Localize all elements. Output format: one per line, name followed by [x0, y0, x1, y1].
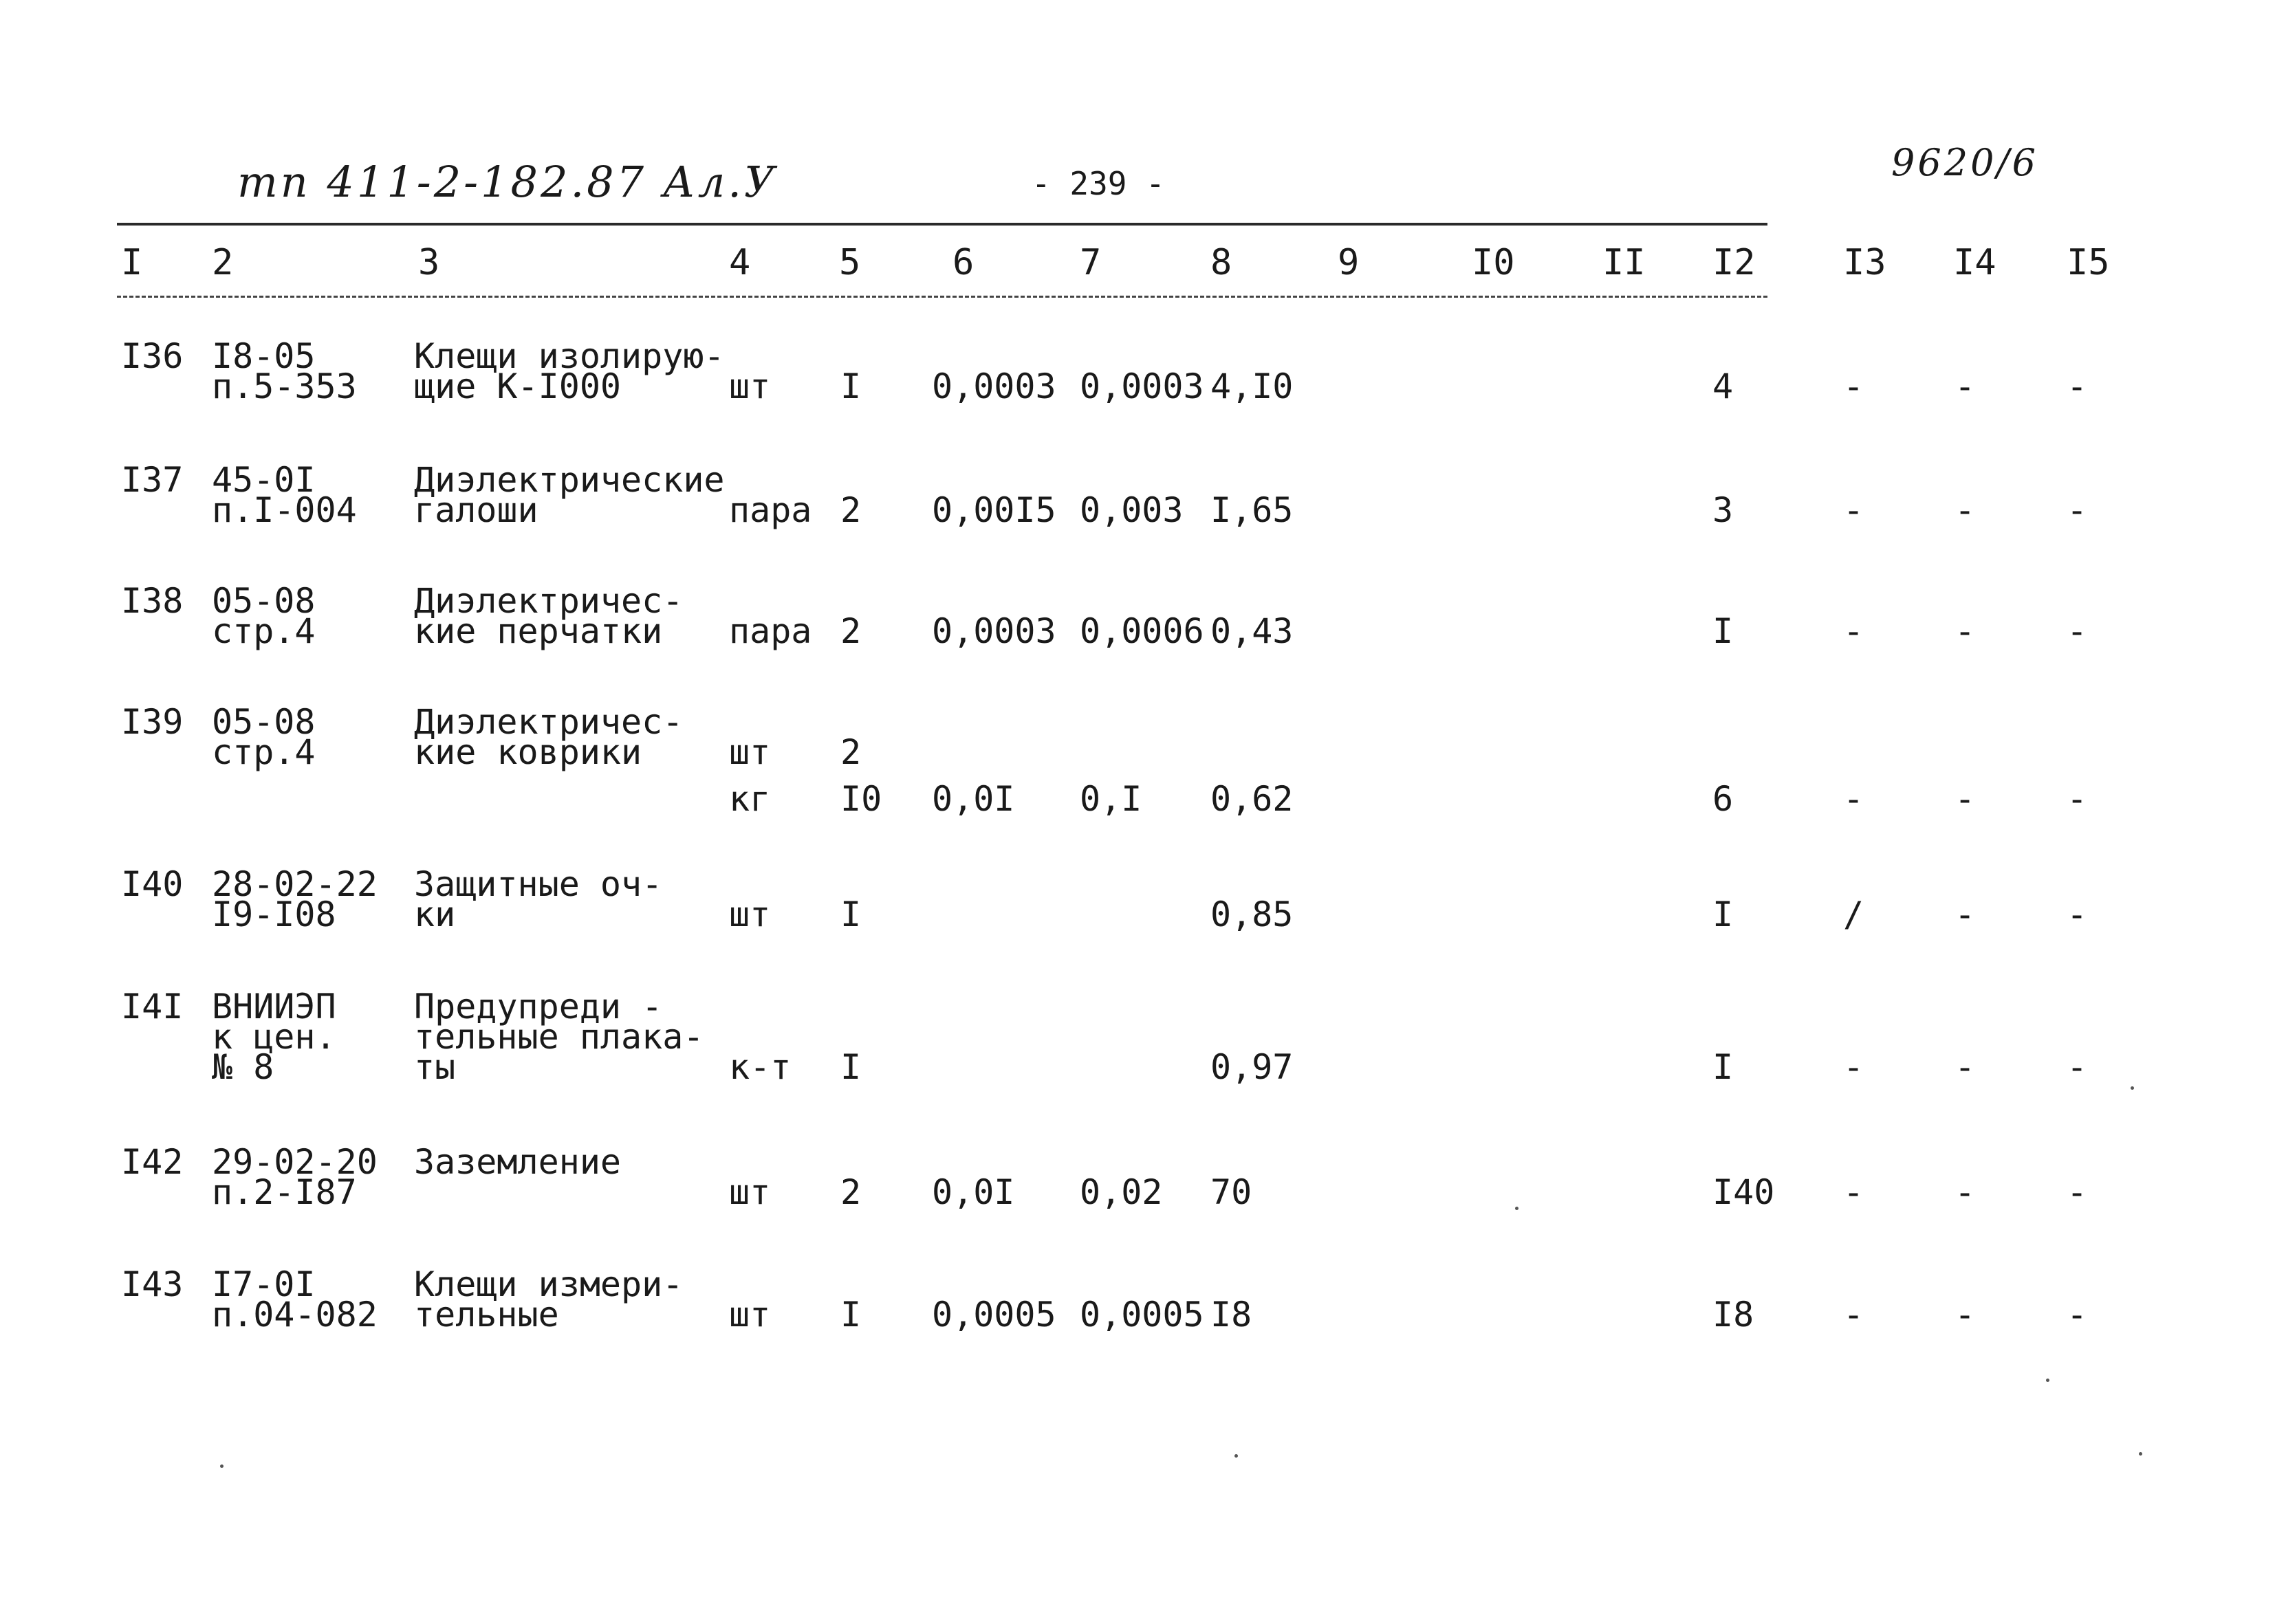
- unit: шт: [729, 366, 771, 406]
- unit: шт: [729, 1172, 771, 1212]
- col-12-value: 6: [1712, 779, 1734, 819]
- col-14-value: -: [1955, 895, 1976, 934]
- item-name: Диэлектричес- кие перчатки: [414, 581, 684, 651]
- col-15-value: -: [2067, 366, 2088, 406]
- col-6-value: 0,0005: [932, 1295, 1056, 1335]
- column-header: I: [121, 242, 143, 283]
- unit: шт: [729, 895, 771, 934]
- col-15-value: -: [2067, 490, 2088, 530]
- column-header: I2: [1712, 242, 1756, 283]
- quantity-secondary: I0: [840, 779, 882, 819]
- col-12-value: 3: [1712, 490, 1734, 530]
- unit: шт: [729, 1295, 771, 1335]
- document-code: тп 411-2-182.87 Ал.У: [237, 157, 778, 207]
- col-12-value: I8: [1712, 1295, 1754, 1335]
- quantity: 2: [840, 732, 862, 772]
- column-header: 3: [418, 242, 440, 283]
- unit: шт: [729, 732, 771, 772]
- quantity: 2: [840, 490, 862, 530]
- column-header: 7: [1080, 242, 1102, 283]
- col-8-value: 0,85: [1210, 895, 1294, 934]
- column-header: 6: [953, 242, 975, 283]
- col-14-value: -: [1955, 366, 1976, 406]
- col-8-value: 0,62: [1210, 779, 1294, 819]
- column-header: 2: [212, 242, 234, 283]
- col-6-value: 0,0003: [932, 366, 1056, 406]
- quantity: I: [840, 1047, 862, 1087]
- col-8-value: 70: [1210, 1172, 1252, 1212]
- col-7-value: 0,0003: [1080, 366, 1204, 406]
- row-number: I43: [121, 1264, 184, 1304]
- item-name: Диэлектрические галоши: [414, 460, 725, 530]
- row-number: I39: [121, 702, 184, 742]
- row-number: I37: [121, 460, 184, 500]
- scan-speck: [1515, 1207, 1519, 1210]
- row-number: I4I: [121, 987, 184, 1027]
- item-name: Клещи изолирую- щие К-I000: [414, 336, 725, 406]
- col-8-value: 0,43: [1210, 611, 1294, 651]
- col-7-value: 0,02: [1080, 1172, 1163, 1212]
- col-14-value: -: [1955, 611, 1976, 651]
- col-13-value: -: [1843, 490, 1864, 530]
- item-name: Заземление: [414, 1142, 622, 1182]
- page-number: - 239 -: [1032, 165, 1165, 202]
- row-number: I40: [121, 864, 184, 904]
- unit: пара: [729, 611, 812, 651]
- norm-code: 29-02-20 п.2-I87: [212, 1142, 378, 1212]
- scan-speck: [2046, 1379, 2049, 1382]
- item-name: Защитные оч- ки: [414, 864, 663, 934]
- norm-code: 05-08 стр.4: [212, 702, 316, 772]
- col-15-value: -: [2067, 779, 2088, 819]
- unit: к-т: [729, 1047, 792, 1087]
- col-7-value: 0,0005: [1080, 1295, 1204, 1335]
- scan-speck: [220, 1464, 224, 1468]
- col-14-value: -: [1955, 779, 1976, 819]
- top-rule: [117, 223, 1767, 226]
- unit-secondary: кг: [729, 779, 771, 819]
- col-14-value: -: [1955, 1172, 1976, 1212]
- col-14-value: -: [1955, 1295, 1976, 1335]
- col-12-value: I: [1712, 1047, 1734, 1087]
- quantity: 2: [840, 611, 862, 651]
- col-12-value: I40: [1712, 1172, 1775, 1212]
- column-header: I5: [2067, 242, 2110, 283]
- unit: пара: [729, 490, 812, 530]
- col-15-value: -: [2067, 1172, 2088, 1212]
- col-7-value: 0,003: [1080, 490, 1184, 530]
- col-13-value: -: [1843, 366, 1864, 406]
- item-name: Клещи измери- тельные: [414, 1264, 684, 1335]
- norm-code: 45-0I п.I-004: [212, 460, 357, 530]
- col-13-value: -: [1843, 1295, 1864, 1335]
- item-name: Предупреди - тельные плака- ты: [414, 987, 704, 1087]
- col-15-value: -: [2067, 611, 2088, 651]
- col-7-value: 0,I: [1080, 779, 1142, 819]
- col-6-value: 0,00I5: [932, 490, 1056, 530]
- col-8-value: I,65: [1210, 490, 1294, 530]
- scan-speck: [2131, 1086, 2134, 1090]
- column-header: II: [1602, 242, 1646, 283]
- row-number: I42: [121, 1142, 184, 1182]
- quantity: I: [840, 1295, 862, 1335]
- column-header: 4: [729, 242, 751, 283]
- quantity: 2: [840, 1172, 862, 1212]
- column-header: 8: [1210, 242, 1232, 283]
- norm-code: I7-0I п.04-082: [212, 1264, 378, 1335]
- norm-code: I8-05 п.5-353: [212, 336, 357, 406]
- row-number: I36: [121, 336, 184, 376]
- header-rule: [117, 296, 1767, 298]
- col-12-value: I: [1712, 611, 1734, 651]
- archive-number: 9620/6: [1891, 141, 2038, 184]
- item-name: Диэлектричес- кие коврики: [414, 702, 684, 772]
- row-number: I38: [121, 581, 184, 621]
- column-header: 5: [839, 242, 861, 283]
- quantity: I: [840, 366, 862, 406]
- col-13-value: /: [1843, 895, 1864, 934]
- col-13-value: -: [1843, 779, 1864, 819]
- col-15-value: -: [2067, 895, 2088, 934]
- col-13-value: -: [1843, 611, 1864, 651]
- col-6-value: 0,0I: [932, 779, 1015, 819]
- quantity: I: [840, 895, 862, 934]
- norm-code: 28-02-22 I9-I08: [212, 864, 378, 934]
- column-header: I0: [1472, 242, 1515, 283]
- column-header: I4: [1953, 242, 1996, 283]
- col-15-value: -: [2067, 1047, 2088, 1087]
- col-13-value: -: [1843, 1172, 1864, 1212]
- col-13-value: -: [1843, 1047, 1864, 1087]
- scan-speck: [1234, 1454, 1238, 1458]
- col-8-value: 0,97: [1210, 1047, 1294, 1087]
- col-8-value: 4,I0: [1210, 366, 1294, 406]
- column-header: I3: [1843, 242, 1886, 283]
- col-14-value: -: [1955, 490, 1976, 530]
- col-14-value: -: [1955, 1047, 1976, 1087]
- column-header: 9: [1338, 242, 1360, 283]
- col-6-value: 0,0I: [932, 1172, 1015, 1212]
- col-6-value: 0,0003: [932, 611, 1056, 651]
- col-8-value: I8: [1210, 1295, 1252, 1335]
- col-12-value: I: [1712, 895, 1734, 934]
- scan-speck: [2139, 1452, 2142, 1456]
- norm-code: ВНИИЭП к цен. № 8: [212, 987, 336, 1087]
- col-15-value: -: [2067, 1295, 2088, 1335]
- col-12-value: 4: [1712, 366, 1734, 406]
- col-7-value: 0,0006: [1080, 611, 1204, 651]
- norm-code: 05-08 стр.4: [212, 581, 316, 651]
